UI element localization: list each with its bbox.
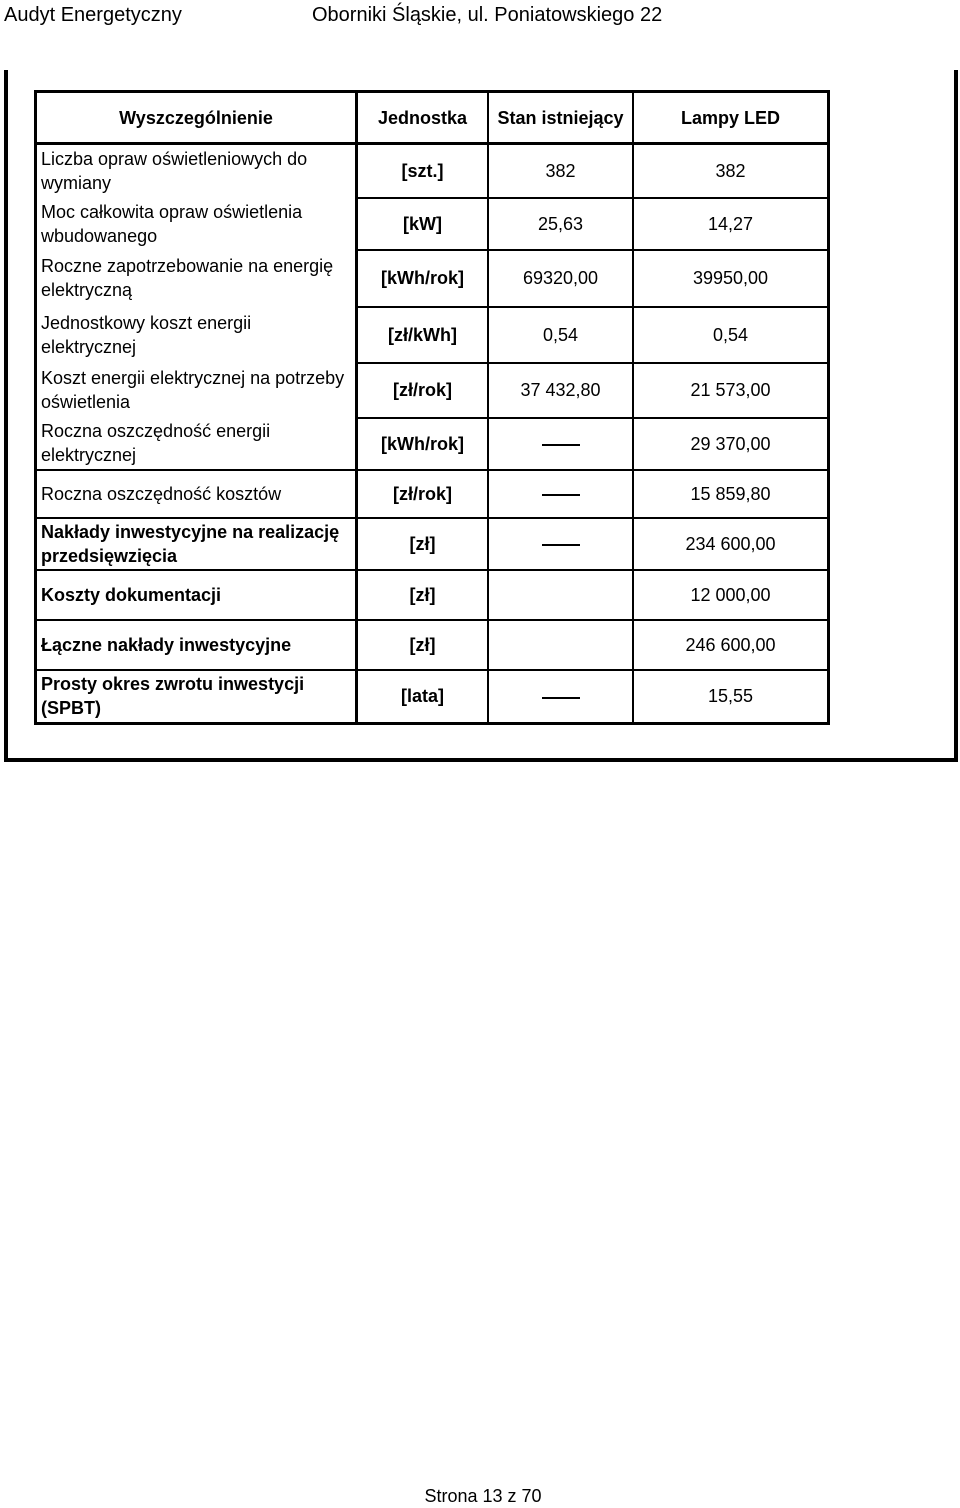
- row-current-value: 69320,00: [488, 250, 633, 307]
- row-current-value: [488, 620, 633, 670]
- frame-bottom-border: [4, 758, 958, 762]
- dash-mark: [542, 494, 580, 496]
- cost-comparison-table: [34, 90, 830, 725]
- row-led-value: 15,55: [633, 670, 829, 724]
- row-current-value: [488, 670, 633, 724]
- row-unit: [zł]: [357, 570, 489, 620]
- row-led-value: 234 600,00: [633, 518, 829, 570]
- row-current-value: 25,63: [488, 198, 633, 250]
- dash-mark: [542, 544, 580, 546]
- row-led-value: 12 000,00: [633, 570, 829, 620]
- row-led-value: 15 859,80: [633, 470, 829, 518]
- table-row: [36, 144, 829, 198]
- row-label: Liczba opraw oświetleniowych do wymiany: [36, 144, 357, 198]
- header-current-state: Stan istniejący: [488, 92, 633, 144]
- header-unit: Jednostka: [357, 92, 489, 144]
- frame-left-border: [4, 70, 8, 762]
- row-led-value: 246 600,00: [633, 620, 829, 670]
- table-row: [36, 620, 829, 670]
- page-number-label: Strona 13 z 70: [424, 1486, 542, 1506]
- frame-right-border: [954, 70, 958, 762]
- row-unit: [kWh/rok]: [357, 250, 489, 307]
- header-description: Wyszczególnienie: [36, 92, 357, 144]
- row-unit: [zł]: [357, 518, 489, 570]
- row-led-value: 39950,00: [633, 250, 829, 307]
- row-led-value: 382: [633, 144, 829, 198]
- table-row: [36, 570, 829, 620]
- dash-mark: [542, 697, 580, 699]
- table-row: [36, 307, 829, 363]
- row-current-value: 37 432,80: [488, 363, 633, 418]
- row-label: Łączne nakłady inwestycyjne: [36, 620, 357, 670]
- page-number: [0, 1486, 960, 1507]
- row-label: Koszty dokumentacji: [36, 570, 357, 620]
- row-label: Roczna oszczędność kosztów: [36, 470, 357, 518]
- row-label: Koszt energii elektrycznej na potrzeby oświetlenia: [36, 363, 357, 418]
- row-unit: [kWh/rok]: [357, 418, 489, 470]
- table-row: [36, 418, 829, 470]
- table-row: [36, 198, 829, 250]
- row-label: Roczne zapotrzebowanie na energię elektryczną: [36, 250, 357, 307]
- dash-mark: [542, 444, 580, 446]
- header-address: Oborniki Śląskie, ul. Poniatowskiego 22: [312, 4, 663, 26]
- row-led-value: 21 573,00: [633, 363, 829, 418]
- row-led-value: 14,27: [633, 198, 829, 250]
- row-current-value: [488, 570, 633, 620]
- row-current-value: 382: [488, 144, 633, 198]
- row-unit: [szt.]: [357, 144, 489, 198]
- row-led-value: 29 370,00: [633, 418, 829, 470]
- table-row: [36, 518, 829, 570]
- table-row: [36, 670, 829, 724]
- row-unit: [zł/kWh]: [357, 307, 489, 363]
- row-label: Jednostkowy koszt energii elektrycznej: [36, 307, 357, 363]
- row-label: Prosty okres zwrotu inwestycji (SPBT): [36, 670, 357, 724]
- row-current-value: [488, 518, 633, 570]
- header-led: Lampy LED: [633, 92, 829, 144]
- row-label: Nakłady inwestycyjne na realizację przedsięwzięcia: [36, 518, 357, 570]
- row-current-value: [488, 470, 633, 518]
- table-row: [36, 470, 829, 518]
- header-document-title: Audyt Energetyczny: [4, 4, 182, 26]
- table-header-row: [36, 92, 829, 144]
- row-led-value: 0,54: [633, 307, 829, 363]
- row-label: Moc całkowita opraw oświetlenia wbudowanego: [36, 198, 357, 250]
- table-row: [36, 363, 829, 418]
- row-label: Roczna oszczędność energii elektrycznej: [36, 418, 357, 470]
- row-unit: [zł/rok]: [357, 363, 489, 418]
- row-unit: [lata]: [357, 670, 489, 724]
- row-current-value: 0,54: [488, 307, 633, 363]
- row-unit: [zł]: [357, 620, 489, 670]
- table-row: [36, 250, 829, 307]
- row-unit: [zł/rok]: [357, 470, 489, 518]
- row-unit: [kW]: [357, 198, 489, 250]
- row-current-value: [488, 418, 633, 470]
